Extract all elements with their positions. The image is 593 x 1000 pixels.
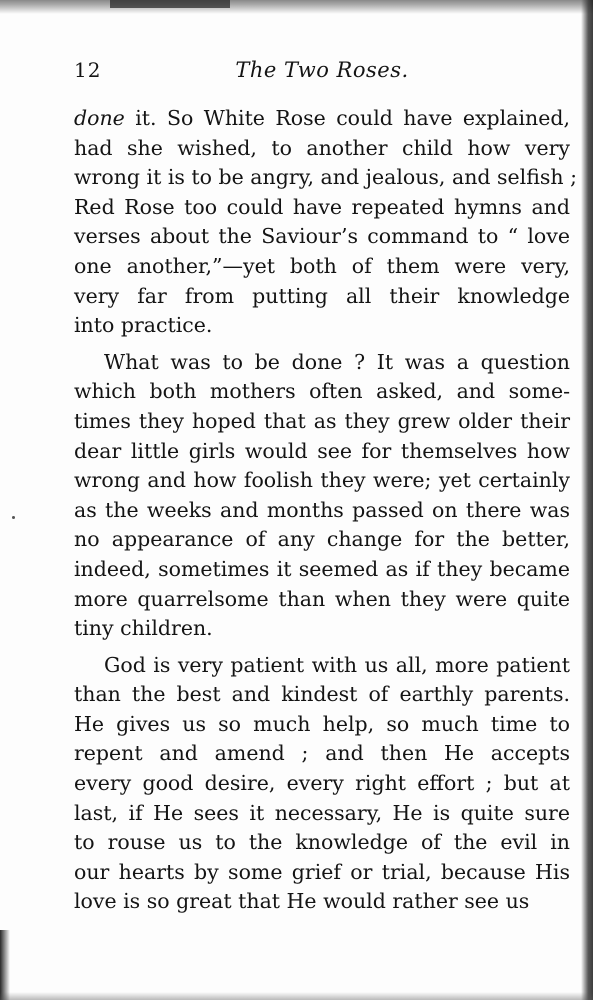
line-text: love is so great that He would rather see us	[74, 889, 530, 914]
line-text: verses about the Saviour’s command to “ love	[74, 224, 570, 249]
text-line	[74, 651, 570, 681]
paragraph	[74, 348, 570, 644]
text-line	[74, 769, 570, 799]
text-line	[74, 887, 570, 917]
line-text: our hearts by some grief or trial, because His	[74, 859, 570, 884]
line-text: wrong it is to be angry, and jealous, and selfish ;	[74, 165, 578, 190]
line-text: repent and amend ; and then He accepts	[74, 741, 570, 766]
paragraph-gap	[74, 341, 570, 348]
line-text: Red Rose too could have repeated hymns and	[74, 194, 570, 219]
line-text: What was to be done ? It was a question	[104, 349, 570, 374]
text-line	[74, 466, 570, 496]
line-text: indeed, sometimes it seemed as if they became	[74, 556, 570, 581]
paragraph-gap	[74, 644, 570, 651]
text-line	[74, 252, 570, 282]
scan-top-edge-mark	[110, 0, 230, 8]
text-line	[74, 858, 570, 888]
italic-word: done	[74, 106, 125, 130]
text-line	[74, 437, 570, 467]
text-line	[74, 585, 570, 615]
margin-speck	[12, 516, 15, 519]
text-line	[74, 377, 570, 407]
text-line	[74, 407, 570, 437]
running-head	[74, 58, 570, 92]
line-text: it. So White Rose could have explained,	[124, 106, 570, 130]
line-text: as the weeks and months passed on there was	[74, 497, 570, 522]
text-line	[74, 828, 570, 858]
line-text: He gives us so much help, so much time to	[74, 711, 570, 736]
line-text: tiny children.	[74, 616, 213, 641]
text-line	[74, 614, 570, 644]
text-line	[74, 193, 570, 223]
text-line	[74, 134, 570, 164]
line-text: no appearance of any change for the better,	[74, 527, 570, 552]
text-line	[74, 104, 570, 134]
line-text: than the best and kindest of earthly parents.	[74, 682, 570, 707]
scan-right-edge-shadow	[581, 0, 593, 1000]
paragraph	[74, 104, 578, 341]
line-text: into practice.	[74, 313, 213, 338]
text-line	[74, 799, 570, 829]
scan-left-corner-shadow	[0, 930, 10, 1000]
scan-bottom-edge-shadow	[0, 992, 593, 1000]
line-text: very far from putting all their knowledge	[74, 283, 570, 308]
text-line	[74, 311, 570, 341]
text-line	[74, 348, 570, 378]
text-line	[74, 739, 570, 769]
text-line	[74, 282, 570, 312]
line-text: which both mothers often asked, and some-	[74, 379, 570, 404]
text-line	[74, 163, 578, 193]
text-line	[74, 680, 570, 710]
line-text: to rouse us to the knowledge of the evil in	[74, 830, 570, 855]
line-text: wrong and how foolish they were; yet certainly	[74, 468, 570, 493]
paragraph	[74, 651, 570, 917]
line-text: times they hoped that as they grew older their	[74, 408, 570, 433]
body-text	[74, 104, 578, 917]
line-text: last, if He sees it necessary, He is quite sure	[74, 800, 570, 825]
text-line	[74, 555, 570, 585]
text-line	[74, 710, 570, 740]
line-text: had she wished, to another child how very	[74, 135, 570, 160]
line-text: God is very patient with us all, more patient	[104, 652, 570, 677]
running-title: The Two Roses.	[235, 58, 409, 82]
page-number: 12	[74, 58, 102, 82]
text-line	[74, 496, 570, 526]
text-line	[74, 222, 570, 252]
line-text: dear little girls would see for themselves how	[74, 438, 570, 463]
line-text: more quarrelsome than when they were quite	[74, 586, 570, 611]
line-text: every good desire, every right effort ; but at	[74, 771, 570, 796]
text-line	[74, 525, 570, 555]
scan-top-edge-shadow	[0, 0, 593, 14]
line-text: one another,”—yet both of them were very,	[74, 253, 570, 278]
